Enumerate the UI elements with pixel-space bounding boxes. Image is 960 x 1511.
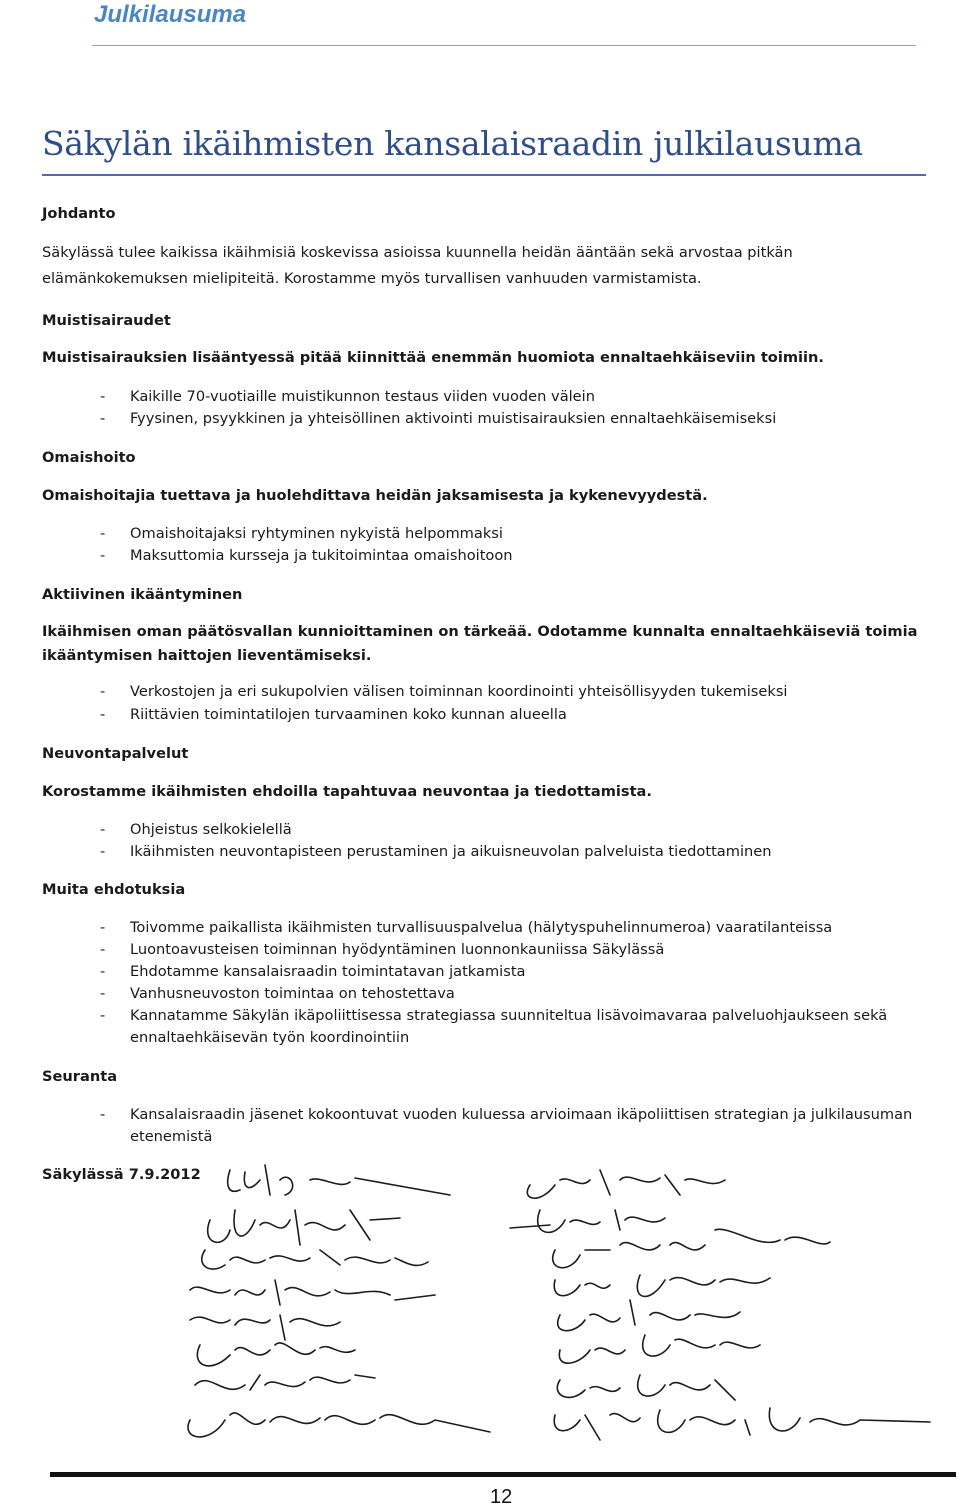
- list-item-text: Ohjeistus selkokielellä: [130, 821, 292, 838]
- document-title: Säkylän ikäihmisten kansalaisraadin julkilausuma: [42, 124, 863, 163]
- list-dash: -: [100, 919, 106, 936]
- list-item-text: Kaikille 70-vuotiaille muistikunnon testaus viiden vuoden välein: [130, 388, 595, 405]
- intro-line: Säkylässä tulee kaikissa ikäihmisiä koskevissa asioissa kuunnella heidän ääntään sekä arvostaa pitkän: [42, 244, 793, 261]
- section-heading: Neuvontapalvelut: [42, 745, 189, 762]
- list-dash: -: [100, 985, 106, 1002]
- list-dash: -: [100, 388, 106, 405]
- header-divider: [92, 45, 916, 46]
- section-lead: ikääntymisen haittojen lieventämiseksi.: [42, 647, 372, 664]
- list-dash: -: [100, 547, 106, 564]
- footer-divider: [50, 1472, 956, 1477]
- list-item-text-continued: etenemistä: [130, 1128, 213, 1145]
- list-item-text: Ehdotamme kansalaisraadin toimintatavan jatkamista: [130, 963, 526, 980]
- list-dash: -: [100, 410, 106, 427]
- list-dash: -: [100, 1007, 106, 1024]
- section-heading: Seuranta: [42, 1068, 118, 1085]
- list-dash: -: [100, 963, 106, 980]
- list-item-text: Toivomme paikallista ikäihmisten turvallisuuspalvelua (hälytyspuhelinnumeroa) vaaratilanteissa: [130, 919, 833, 936]
- list-item-text: Kannatamme Säkylän ikäpoliittisessa strategiassa suunniteltua lisävoimavaraa palveluohjaukseen sekä: [130, 1007, 888, 1024]
- section-heading: Omaishoito: [42, 449, 136, 466]
- list-item-text: Maksuttomia kursseja ja tukitoimintaa omaishoitoon: [130, 547, 513, 564]
- list-dash: -: [100, 683, 106, 700]
- section-heading: Muistisairaudet: [42, 312, 171, 329]
- list-item-text: Verkostojen ja eri sukupolvien välisen toiminnan koordinointi yhteisöllisyyden tukemiseksi: [130, 683, 788, 700]
- list-item-text: Omaishoitajaksi ryhtyminen nykyistä helpommaksi: [130, 525, 503, 542]
- list-item-text-continued: ennaltaehkäisevän työn koordinointiin: [130, 1029, 410, 1046]
- section-lead: Omaishoitajia tuettava ja huolehdittava heidän jaksamisesta ja kykenevyydestä.: [42, 487, 708, 504]
- section-heading-intro: Johdanto: [42, 205, 116, 222]
- list-item-text: Kansalaisraadin jäsenet kokoontuvat vuoden kuluessa arvioimaan ikäpoliittisen strategian ja julkilausuman: [130, 1106, 913, 1123]
- page-number: 12: [490, 1486, 513, 1508]
- list-item-text: Riittävien toimintatilojen turvaaminen koko kunnan alueella: [130, 706, 567, 723]
- list-item-text: Fyysinen, psyykkinen ja yhteisöllinen aktivointi muistisairauksien ennaltaehkäisemiseksi: [130, 410, 777, 427]
- section-lead: Ikäihmisen oman päätösvallan kunnioittaminen on tärkeää. Odotamme kunnalta ennaltaehkäiseviä toimia: [42, 623, 918, 640]
- list-item-text: Luontoavusteisen toiminnan hyödyntäminen luonnonkauniissa Säkylässä: [130, 941, 665, 958]
- place-date: Säkylässä 7.9.2012: [42, 1166, 201, 1183]
- list-dash: -: [100, 706, 106, 723]
- section-heading: Aktiivinen ikääntyminen: [42, 586, 243, 603]
- section-heading: Muita ehdotuksia: [42, 881, 186, 898]
- signatures-block: [170, 1150, 940, 1450]
- section-lead: Muistisairauksien lisääntyessä pitää kiinnittää enemmän huomiota ennaltaehkäiseviin toimiin.: [42, 349, 824, 366]
- title-divider: [42, 174, 926, 176]
- list-dash: -: [100, 821, 106, 838]
- list-item-text: Ikäihmisten neuvontapisteen perustaminen ja aikuisneuvolan palveluista tiedottaminen: [130, 843, 772, 860]
- list-dash: -: [100, 843, 106, 860]
- list-dash: -: [100, 525, 106, 542]
- section-lead: Korostamme ikäihmisten ehdoilla tapahtuvaa neuvontaa ja tiedottamista.: [42, 783, 652, 800]
- running-header: Julkilausuma: [94, 1, 247, 28]
- list-dash: -: [100, 941, 106, 958]
- handwritten-signatures-drawing: [170, 1150, 940, 1450]
- list-item-text: Vanhusneuvoston toimintaa on tehostettava: [130, 985, 455, 1002]
- intro-line: elämänkokemuksen mielipiteitä. Korostamme myös turvallisen vanhuuden varmistamista.: [42, 270, 702, 287]
- list-dash: -: [100, 1106, 106, 1123]
